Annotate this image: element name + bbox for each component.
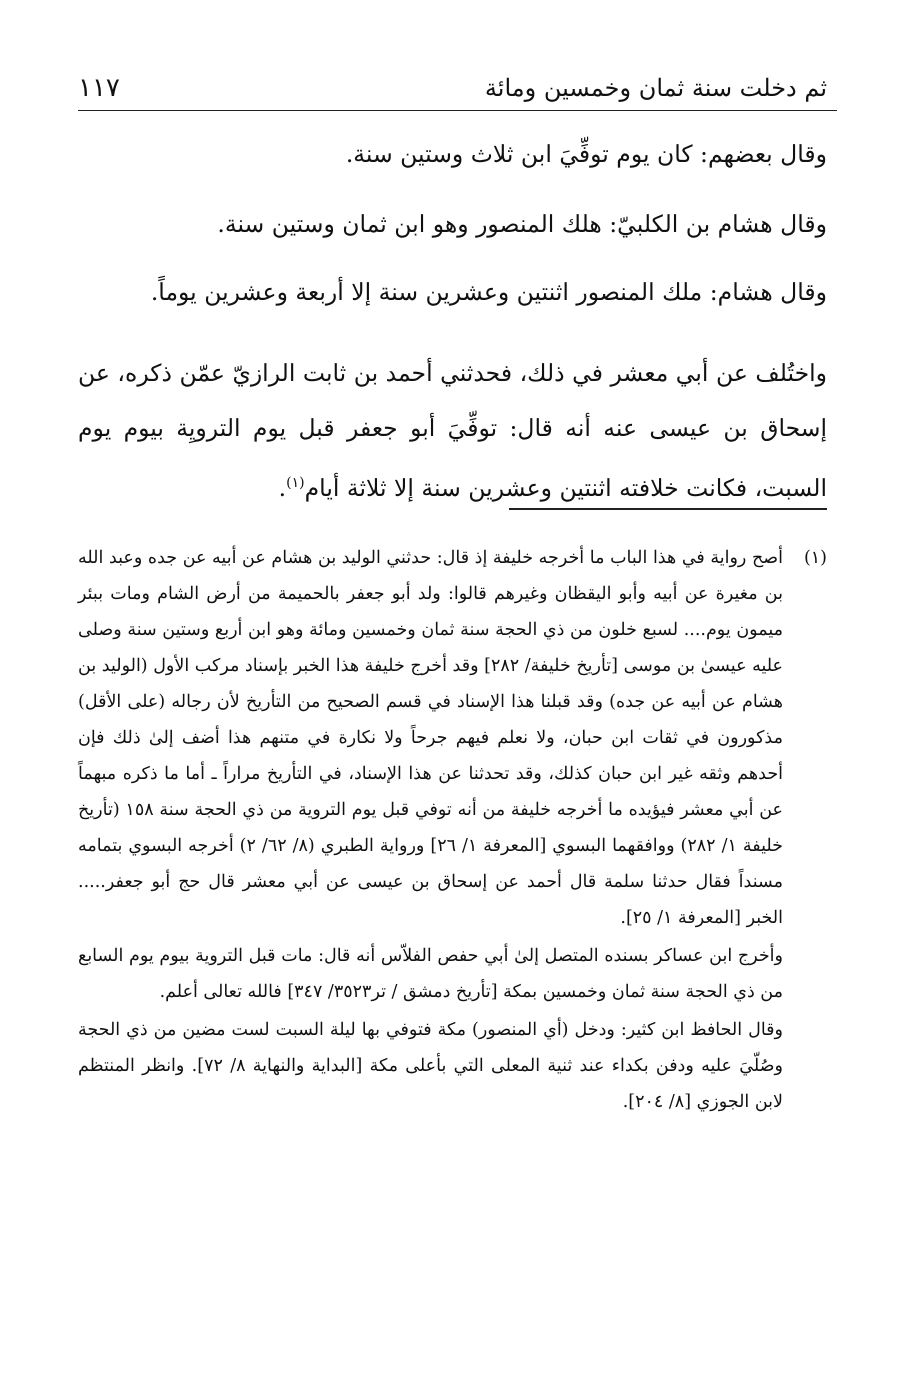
- paragraph-4: [78, 346, 827, 516]
- paragraph-4-text: واختُلف عن أبي معشر في ذلك، فحدثني أحمد بن ثابت الرازيّ عمّن ذكره، عن إسحاق بن عيسى عنه أنه قال: توفِّيَ أبو جعفر قبل يوم الترويِة بيوم يوم السبت، فكانت خلافته اثنتين وعشرين سنة إلا ثلاثة أيام: [78, 359, 827, 502]
- paragraph-4-end: .: [278, 473, 287, 502]
- header-rule: [78, 110, 837, 111]
- running-title: ثم دخلت سنة ثمان وخمسين ومائة: [484, 74, 827, 102]
- page-header: [78, 68, 827, 108]
- paragraph-2: وقال هشام بن الكلبيّ: هلك المنصور وهو ابن ثمان وستين سنة.: [217, 210, 827, 238]
- footnote-number: (١): [803, 548, 827, 568]
- paragraph-3: وقال هشام: ملك المنصور اثنتين وعشرين سنة إلا أربعة وعشرين يوماً.: [150, 278, 827, 306]
- footnotes: [78, 540, 827, 1120]
- footnote-paragraph: أصح رواية في هذا الباب ما أخرجه خليفة إذ قال: حدثني الوليد بن هشام عن أبيه عن جده وعبد الله بن مغيرة عن أبيه وأبو اليقظان وغيرهم قالوا: ولد أبو جعفر بالحميمة من أرض الشام ومات ببئر ميمون يوم.... لسبع خلون من ذي الحجة سنة ثمان وخمسين ومائة وهو ابن أربع وستين سنة وصلى عليه عيسىٰ بن موسى [تأريخ خليفة/ ٢٨٢] وقد أخرج خليفة هذا الخبر بإسناد مركب الأول (الوليد بن هشام عن أبيه عن جده) وقد قبلنا هذا الإسناد في قسم الصحيح من التأريخ لأن رجاله (على الأقل) مذكورون في ثقات ابن حبان، ولا نعلم فيهم جرحاً ولا نكارة في متنهم هذا أضف إلىٰ ذلك فإن أحدهم وثقه غير ابن حبان كذلك، وقد تحدثنا عن هذا الإسناد، في التأريخ مراراً ـ أما ما ذكره مبهماً عن أبي معشر فيؤيده ما أخرجه خليفة من أنه توفي قبل يوم التروية من ذي الحجة سنة ١٥٨ (تأريخ خليفة ١/ ٢٨٢) ووافقهما البسوي [المعرفة ١/ ٢٦] ورواية الطبري (٨/ ٦٢/ ٢) أخرجه البسوي بتمامه مسنداً فقال حدثنا سلمة قال أحمد عن إسحاق بن عيسى عن أبي معشر قال حج أبو جعفر..... الخبر [المعرفة ١/ ٢٥].: [78, 548, 783, 928]
- footnote-body: [78, 540, 783, 1120]
- footnote-separator: [509, 508, 827, 510]
- footnote-1: [78, 540, 827, 1120]
- footnote-paragraph: وقال الحافظ ابن كثير: ودخل (أي المنصور) مكة فتوفي بها ليلة السبت لست مضين من ذي الحجة وصُلّيَ عليه ودفن بكداء عند ثنية المعلى التي بأعلى مكة [البداية والنهاية ٨/ ٧٢]. وانظر المنتظم لابن الجوزي [٨/ ٢٠٤].: [78, 1020, 783, 1112]
- paragraph-1: وقال بعضهم: كان يوم توفِّيَ ابن ثلاث وستين سنة.: [345, 140, 827, 168]
- page-number: ١١٧: [78, 73, 120, 103]
- footnote-marker[interactable]: (١): [286, 475, 305, 491]
- footnote-paragraph: وأخرج ابن عساكر بسنده المتصل إلىٰ أبي حفص الفلاّس أنه قال: مات قبل التروية بيوم يوم السابع من ذي الحجة سنة ثمان وخمسين بمكة [تأريخ دمشق / تر٣٥٢٣/ ٣٤٧] فالله تعالى أعلم.: [78, 946, 783, 1002]
